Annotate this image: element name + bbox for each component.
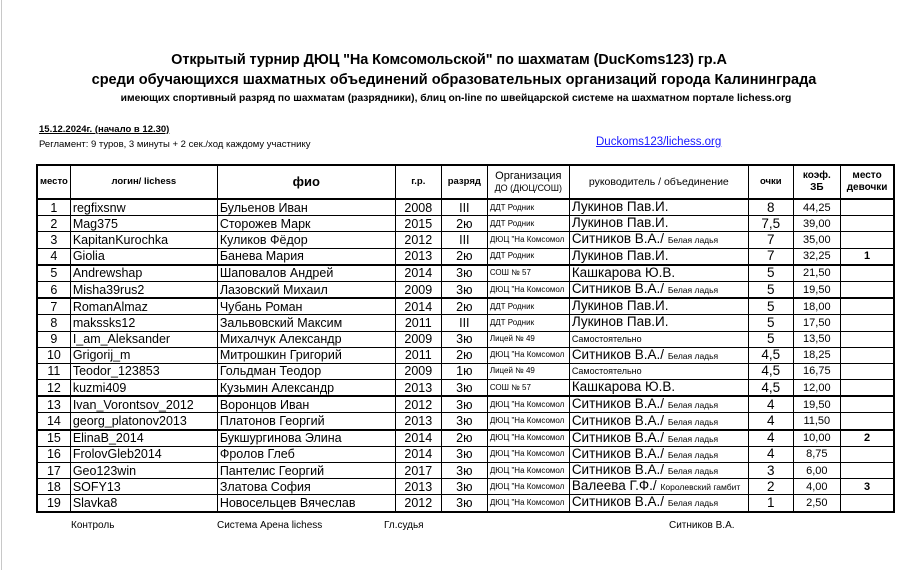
cell-coef: 17,50 [793, 315, 840, 331]
cell-rank: 3ю [441, 396, 487, 413]
cell-leader [569, 281, 748, 298]
cell-fio: Митрошкин Григорий [217, 347, 395, 363]
cell-girls-place [840, 232, 894, 248]
table-row [37, 430, 894, 447]
footer-judge-label: Гл.судья [384, 520, 424, 531]
cell-rank: 1ю [441, 363, 487, 379]
cell-org: ДЮЦ "На Комсомол [487, 495, 569, 512]
header-org-line1: Организация [495, 170, 562, 182]
cell-year: 2013 [395, 380, 441, 397]
cell-girls-place [840, 298, 894, 315]
leader-name: Ситников В.А./ [571, 494, 665, 510]
cell-login: Grigorij_m [70, 347, 217, 363]
cell-points: 4 [748, 446, 793, 462]
cell-org: ДДТ Родник [487, 315, 569, 331]
cell-coef: 6,00 [793, 463, 840, 479]
leader-club: Белая ладья [667, 416, 719, 427]
cell-org: ДЮЦ "На Комсомол [487, 479, 569, 495]
cell-points: 4,5 [748, 347, 793, 363]
cell-org: Лицей № 49 [487, 363, 569, 379]
footer-control-value: Система Арена lichess [217, 520, 323, 531]
cell-rank: 3ю [441, 446, 487, 462]
cell-points: 5 [748, 331, 793, 347]
table-row [37, 380, 894, 397]
cell-org: ДДТ Родник [487, 216, 569, 232]
cell-leader [569, 413, 748, 430]
table-row [37, 216, 894, 232]
cell-points: 8 [748, 199, 793, 216]
cell-points: 4 [748, 396, 793, 413]
cell-leader [569, 248, 748, 265]
cell-girls-place [840, 347, 894, 363]
cell-fio: Букшургинова Элина [217, 430, 395, 447]
table-row [37, 331, 894, 347]
cell-fio: Кузьмин Александр [217, 380, 395, 397]
cell-login: ElinaB_2014 [70, 430, 217, 447]
cell-girls-place: 3 [840, 479, 894, 495]
cell-coef: 32,25 [793, 248, 840, 265]
description-text: имеющих спортивный разряд по шахматам (разрядники), блиц on-line по швейцарской системе на шахматном портале lichess.org [120, 93, 792, 104]
cell-org: ДДТ Родник [487, 298, 569, 315]
table-row [37, 298, 894, 315]
cell-coef: 18,25 [793, 347, 840, 363]
cell-girls-place [840, 216, 894, 232]
cell-girls-place [840, 363, 894, 379]
cell-points: 5 [748, 298, 793, 315]
cell-coef: 19,50 [793, 281, 840, 298]
table-row [37, 281, 894, 298]
cell-girls-place [840, 446, 894, 462]
cell-year: 2013 [395, 479, 441, 495]
cell-fio: Бульенов Иван [217, 199, 395, 216]
cell-fio: Шаповалов Андрей [217, 265, 395, 282]
cell-girls-place: 1 [840, 248, 894, 265]
tournament-date: 15.12.2024г. (начало в 12.30) [39, 124, 170, 135]
cell-rank: 2ю [441, 298, 487, 315]
cell-login: Andrewshap [70, 265, 217, 282]
cell-year: 2009 [395, 331, 441, 347]
cell-leader [569, 495, 748, 512]
table-row [37, 463, 894, 479]
cell-points: 4 [748, 430, 793, 447]
leader-club: Белая ладья [667, 433, 719, 444]
leader-name: Лукинов Пав.И. [571, 248, 669, 263]
header-fio: фио [217, 165, 395, 199]
table-row [37, 347, 894, 363]
cell-leader [569, 298, 748, 315]
cell-year: 2012 [395, 396, 441, 413]
cell-login: Slavka8 [70, 495, 217, 512]
header-org-line2: ДО (ДЮЦ/СОШ) [494, 183, 563, 193]
leader-club: Белая ладья [667, 400, 719, 411]
footer-judge-name: Ситников В.А. [669, 520, 735, 531]
cell-rank: 3ю [441, 281, 487, 298]
cell-leader [569, 331, 748, 347]
cell-place: 7 [37, 298, 70, 315]
cell-login: KapitanKurochka [70, 232, 217, 248]
table-row [37, 479, 894, 495]
title-text: Открытый турнир ДЮЦ "На Комсомольской" по шахматам (DucKoms123) гр.А [171, 52, 727, 68]
cell-leader [569, 396, 748, 413]
cell-rank: 3ю [441, 380, 487, 397]
cell-place: 11 [37, 363, 70, 379]
cell-place: 14 [37, 413, 70, 430]
cell-fio: Банева Мария [217, 248, 395, 265]
header-login: логин/ lichess [70, 165, 217, 199]
header-coef-line2: ЗБ [810, 182, 824, 193]
leader-club: Белая ладья [667, 285, 719, 296]
table-row [37, 413, 894, 430]
leader-name: Лукинов Пав.И. [571, 199, 669, 215]
cell-place: 16 [37, 446, 70, 462]
cell-year: 2014 [395, 446, 441, 462]
cell-girls-place [840, 265, 894, 282]
cell-girls-place [840, 199, 894, 216]
cell-rank: III [441, 315, 487, 331]
cell-girls-place [840, 331, 894, 347]
table-body [37, 199, 894, 512]
cell-leader [569, 380, 748, 397]
cell-login: RomanAlmaz [70, 298, 217, 315]
header-coef [793, 165, 840, 199]
cell-org: Лицей № 49 [487, 331, 569, 347]
cell-leader [569, 363, 748, 379]
table-row [37, 248, 894, 265]
cell-points: 5 [748, 315, 793, 331]
cell-place: 13 [37, 396, 70, 413]
leader-name: Ситников В.А./ [571, 396, 665, 412]
title-line-3 [0, 93, 914, 104]
cell-org: СОШ № 57 [487, 380, 569, 397]
cell-login: SOFY13 [70, 479, 217, 495]
cell-coef: 18,00 [793, 298, 840, 315]
header-rank: разряд [441, 165, 487, 199]
leader-name: Ситников В.А./ [571, 412, 665, 428]
cell-place: 4 [37, 248, 70, 265]
header-coef-line1: коэф. [802, 170, 831, 181]
cell-coef: 12,00 [793, 380, 840, 397]
results-table [36, 164, 895, 513]
cell-year: 2013 [395, 248, 441, 265]
leader-club: Королевский гамбит [660, 482, 741, 493]
cell-rank: 2ю [441, 248, 487, 265]
cell-coef: 8,75 [793, 446, 840, 462]
cell-points: 2 [748, 479, 793, 495]
footer-control-label: Контроль [71, 520, 115, 531]
cell-login: FrolovGleb2014 [70, 446, 217, 462]
cell-place: 19 [37, 495, 70, 512]
leader-name: Кашкарова Ю.В. [571, 264, 676, 280]
cell-leader [569, 216, 748, 232]
header-year: г.р. [395, 165, 441, 199]
cell-org: ДЮЦ "На Комсомол [487, 463, 569, 479]
cell-rank: III [441, 199, 487, 216]
reglament-text: Регламент: 9 туров, 3 минуты + 2 сек./ход каждому участнику [39, 139, 311, 150]
cell-place: 2 [37, 216, 70, 232]
cell-rank: III [441, 232, 487, 248]
cell-points: 4,5 [748, 363, 793, 379]
cell-points: 4,5 [748, 380, 793, 397]
leader-name: Ситников В.А./ [571, 231, 665, 247]
cell-fio: Сторожев Марк [217, 216, 395, 232]
header-girls-line2: девочки [846, 182, 888, 193]
cell-fio: Платонов Георгий [217, 413, 395, 430]
cell-points: 7 [748, 248, 793, 265]
cell-login: Ivan_Vorontsov_2012 [70, 396, 217, 413]
leader-name: Самостоятельно [571, 366, 642, 377]
cell-place: 12 [37, 380, 70, 397]
cell-fio: Златова София [217, 479, 395, 495]
cell-year: 2012 [395, 232, 441, 248]
header-girls-line1: место [852, 170, 882, 181]
cell-leader [569, 430, 748, 447]
cell-coef: 10,00 [793, 430, 840, 447]
cell-leader [569, 315, 748, 331]
cell-points: 1 [748, 495, 793, 512]
cell-leader [569, 199, 748, 216]
cell-fio: Лазовский Михаил [217, 281, 395, 298]
cell-girls-place [840, 495, 894, 512]
cell-org: ДДТ Родник [487, 199, 569, 216]
cell-place: 5 [37, 265, 70, 282]
leader-name: Ситников В.А./ [571, 281, 665, 297]
cell-year: 2017 [395, 463, 441, 479]
leader-club: Белая ладья [667, 498, 719, 509]
header-points: очки [748, 165, 793, 199]
cell-year: 2011 [395, 347, 441, 363]
cell-login: Misha39rus2 [70, 281, 217, 298]
cell-login: I_am_Aleksander [70, 331, 217, 347]
cell-rank: 3ю [441, 495, 487, 512]
cell-place: 1 [37, 199, 70, 216]
cell-login: Giolia [70, 248, 217, 265]
cell-points: 3 [748, 463, 793, 479]
cell-org: ДЮЦ "На Комсомол [487, 232, 569, 248]
cell-org: ДДТ Родник [487, 248, 569, 265]
cell-leader [569, 347, 748, 363]
cell-login: makssks12 [70, 315, 217, 331]
leader-name: Лукинов Пав.И. [571, 314, 669, 330]
cell-year: 2013 [395, 413, 441, 430]
cell-leader [569, 463, 748, 479]
cell-login: regfixsnw [70, 199, 217, 216]
table-row [37, 232, 894, 248]
cell-org: СОШ № 57 [487, 265, 569, 282]
cell-year: 2009 [395, 363, 441, 379]
cell-coef: 44,25 [793, 199, 840, 216]
leader-name: Самостоятельно [571, 334, 642, 345]
cell-fio: Пантелис Георгий [217, 463, 395, 479]
leader-club: Белая ладья [667, 449, 719, 460]
table-row [37, 199, 894, 216]
cell-login: georg_platonov2013 [70, 413, 217, 430]
cell-fio: Фролов Глеб [217, 446, 395, 462]
cell-place: 15 [37, 430, 70, 447]
leader-name: Ситников В.А./ [571, 446, 665, 461]
cell-org: ДЮЦ "На Комсомол [487, 281, 569, 298]
leader-name: Ситников В.А./ [571, 429, 665, 445]
cell-girls-place: 2 [840, 430, 894, 447]
cell-girls-place [840, 281, 894, 298]
cell-org: ДЮЦ "На Комсомол [487, 446, 569, 462]
cell-place: 9 [37, 331, 70, 347]
leader-name: Лукинов Пав.И. [571, 215, 669, 231]
leader-club: Белая ладья [667, 466, 719, 477]
cell-org: ДЮЦ "На Комсомол [487, 347, 569, 363]
cell-rank: 3ю [441, 463, 487, 479]
cell-year: 2014 [395, 430, 441, 447]
title-line-1 [0, 52, 914, 68]
cell-login: Mag375 [70, 216, 217, 232]
cell-rank: 2ю [441, 347, 487, 363]
cell-place: 6 [37, 281, 70, 298]
title-line-2 [0, 72, 914, 88]
cell-place: 10 [37, 347, 70, 363]
lichess-link[interactable]: Duckoms123/lichess.org [596, 136, 722, 148]
table-row [37, 446, 894, 462]
cell-coef: 39,00 [793, 216, 840, 232]
cell-girls-place [840, 463, 894, 479]
cell-year: 2009 [395, 281, 441, 298]
cell-year: 2008 [395, 199, 441, 216]
cell-coef: 19,50 [793, 396, 840, 413]
cell-rank: 3ю [441, 479, 487, 495]
cell-points: 7,5 [748, 216, 793, 232]
cell-girls-place [840, 396, 894, 413]
cell-year: 2012 [395, 495, 441, 512]
cell-rank: 3ю [441, 331, 487, 347]
cell-login: Geo123win [70, 463, 217, 479]
header-girls-place [840, 165, 894, 199]
cell-fio: Михалчук Александр [217, 331, 395, 347]
cell-year: 2015 [395, 216, 441, 232]
cell-org: ДЮЦ "На Комсомол [487, 430, 569, 447]
cell-points: 7 [748, 232, 793, 248]
cell-fio: Куликов Фёдор [217, 232, 395, 248]
cell-points: 4 [748, 413, 793, 430]
leader-club: Белая ладья [667, 350, 719, 361]
header-place: место [37, 165, 70, 199]
table-row [37, 363, 894, 379]
cell-points: 5 [748, 281, 793, 298]
cell-coef: 13,50 [793, 331, 840, 347]
header-leader: руководитель / объединение [569, 165, 748, 199]
cell-year: 2014 [395, 265, 441, 282]
cell-year: 2014 [395, 298, 441, 315]
table-header-row [37, 165, 894, 199]
cell-rank: 2ю [441, 216, 487, 232]
cell-place: 8 [37, 315, 70, 331]
cell-org: ДЮЦ "На Комсомол [487, 413, 569, 430]
cell-fio: Чубань Роман [217, 298, 395, 315]
cell-place: 18 [37, 479, 70, 495]
leader-name: Валеева Г.Ф./ [571, 478, 657, 494]
cell-place: 3 [37, 232, 70, 248]
cell-rank: 3ю [441, 265, 487, 282]
cell-coef: 11,50 [793, 413, 840, 430]
cell-coef: 16,75 [793, 363, 840, 379]
cell-rank: 3ю [441, 413, 487, 430]
cell-points: 5 [748, 265, 793, 282]
cell-coef: 35,00 [793, 232, 840, 248]
cell-rank: 2ю [441, 430, 487, 447]
cell-year: 2011 [395, 315, 441, 331]
cell-fio: Воронцов Иван [217, 396, 395, 413]
cell-coef: 21,50 [793, 265, 840, 282]
subtitle-text: среди обучающихся шахматных объединений образовательных организаций города Калининграда [91, 72, 817, 88]
leader-club: Белая ладья [667, 235, 719, 246]
cell-org: ДЮЦ "На Комсомол [487, 396, 569, 413]
table-row [37, 396, 894, 413]
cell-fio: Гольдман Теодор [217, 363, 395, 379]
leader-name: Лукинов Пав.И. [571, 298, 669, 314]
cell-place: 17 [37, 463, 70, 479]
leader-name: Ситников В.А./ [571, 347, 665, 362]
cell-leader [569, 232, 748, 248]
cell-leader [569, 479, 748, 495]
cell-login: Teodor_123853 [70, 363, 217, 379]
table-row [37, 265, 894, 282]
cell-girls-place [840, 315, 894, 331]
cell-leader [569, 265, 748, 282]
table-row [37, 495, 894, 512]
leader-name: Кашкарова Ю.В. [571, 379, 676, 395]
cell-girls-place [840, 380, 894, 397]
cell-fio: Зальвовский Максим [217, 315, 395, 331]
header-org [487, 165, 569, 199]
cell-girls-place [840, 413, 894, 430]
cell-coef: 2,50 [793, 495, 840, 512]
leader-name: Ситников В.А./ [571, 462, 665, 478]
table-row [37, 315, 894, 331]
cell-login: kuzmi409 [70, 380, 217, 397]
cell-fio: Новосельцев Вячеслав [217, 495, 395, 512]
cell-leader [569, 446, 748, 462]
cell-coef: 4,00 [793, 479, 840, 495]
